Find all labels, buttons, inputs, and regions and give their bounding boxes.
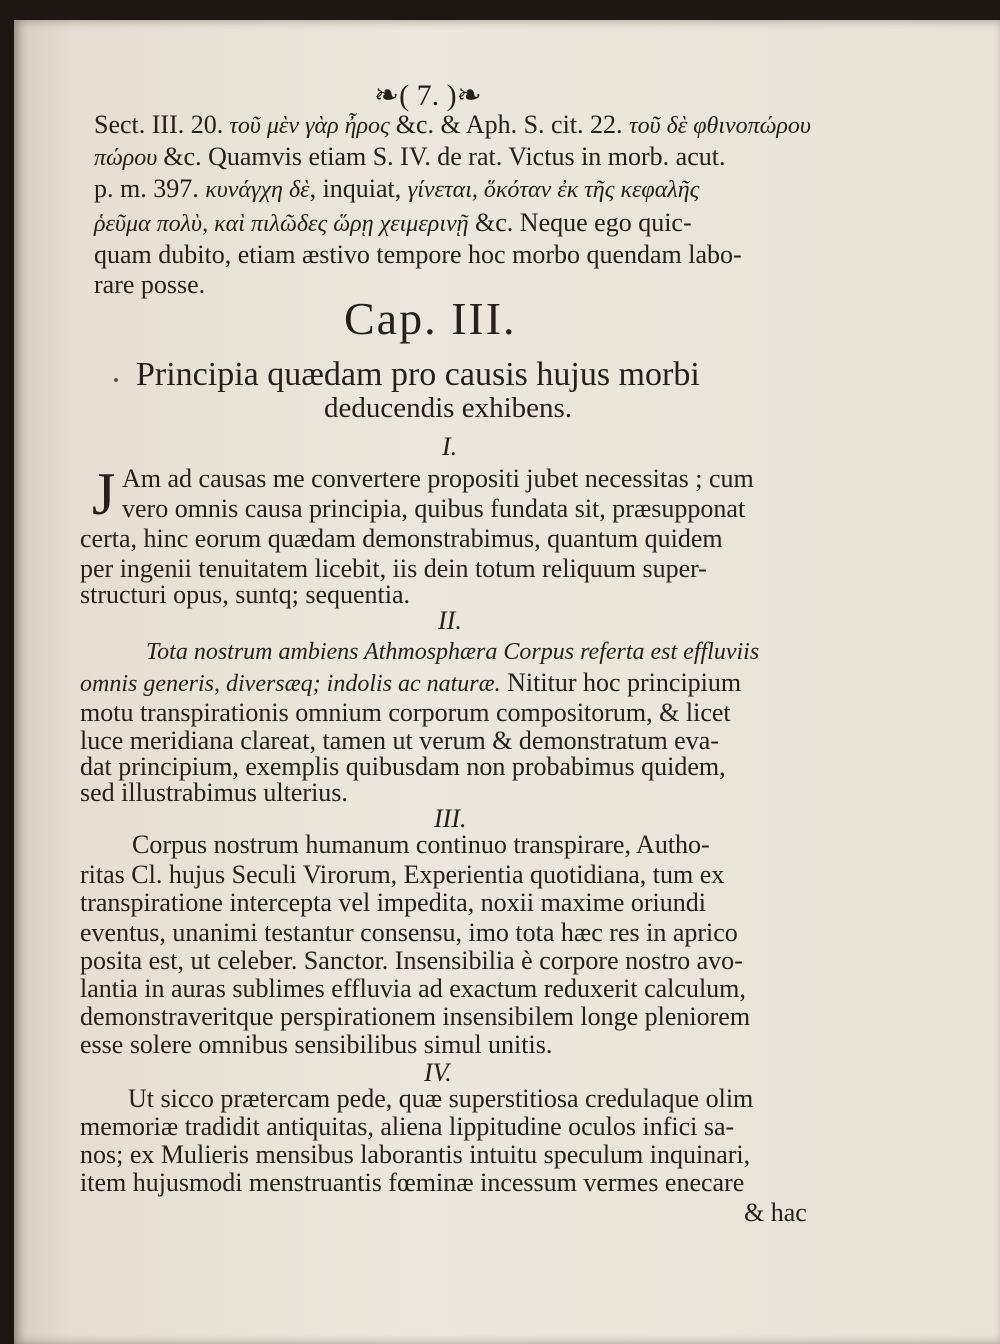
text-line: Tota nostrum ambiens Athmosphæra Corpus referta est effluviis: [146, 639, 760, 665]
text-line: nos; ex Mulieris mensibus laborantis intuitu speculum inquinari,: [80, 1140, 751, 1169]
text-line: quam dubito, etiam æstivo tempore hoc morbo quendam labo-: [94, 240, 742, 269]
text-line: motu transpirationis omnium corporum compositorum, & licet: [80, 698, 731, 727]
text-line: structuri opus, suntq; sequentia.: [80, 580, 411, 609]
section-number: II.: [438, 606, 462, 635]
text-line: πώρου &c. Quamvis etiam S. IV. de rat. Victus in morb. acut.: [94, 142, 726, 171]
text-line: transpiratione intercepta vel impedita, noxii maxime oriundi: [80, 888, 706, 917]
section-number: III.: [434, 804, 467, 833]
text-line: omnis generis, diversæq; indolis ac naturæ. Nititur hoc principium: [80, 668, 742, 697]
text-line: ritas Cl. hujus Seculi Virorum, Experientia quotidiana, tum ex: [80, 860, 725, 889]
chapter-subtitle-cont: deducendis exhibens.: [324, 392, 573, 424]
text-line: memoriæ tradidit antiquitas, aliena lippitudine oculos infici sa-: [80, 1112, 735, 1141]
text-line: posita est, ut celeber. Sanctor. Insensibilia è corpore nostro avo-: [80, 946, 743, 975]
chapter-subtitle: Principia quædam pro causis hujus morbi: [136, 356, 700, 393]
text-line: demonstraveritque perspirationem insensibilem longe pleniorem: [80, 1002, 751, 1031]
text-line: certa, hinc eorum quædam demonstrabimus, quantum quidem: [80, 524, 723, 553]
chapter-title: Cap. III.: [344, 293, 517, 344]
text-line: lantia in auras sublimes effluvia ad exactum reduxerit calculum,: [80, 974, 746, 1003]
text-line: Ut sicco prætercam pede, quæ superstitiosa credulaque olim: [128, 1084, 754, 1113]
drop-cap: J: [92, 461, 116, 527]
text-line: vero omnis causa principia, quibus fundata sit, præsupponat: [122, 494, 746, 523]
ink-speck: [114, 378, 118, 382]
text-line: p. m. 397. κυνάγχη δὲ, inquiat, γίνεται, ὅκόταν ἐκ τῆς κεφαλῆς: [94, 174, 700, 203]
page-header: ❧( 7. )❧: [374, 79, 482, 112]
text-line: eventus, unanimi testantur consensu, imo tota hæc res in aprico: [80, 918, 738, 947]
text-line: sed illustrabimus ulterius.: [80, 778, 348, 807]
text-line: per ingenii tenuitatem licebit, iis dein totum reliquum super-: [80, 554, 707, 583]
book-page: [14, 20, 1000, 1344]
section-number: IV.: [424, 1058, 452, 1087]
text-line: item hujusmodi menstruantis fœminæ incessum vermes enecare: [80, 1168, 745, 1197]
catchword: & hac: [744, 1198, 807, 1227]
text-line: esse solere omnibus sensibilibus simul unitis.: [80, 1030, 553, 1059]
text-line: Am ad causas me convertere propositi jubet necessitas ; cum: [122, 464, 754, 493]
text-line: Sect. III. 20. τοῦ μὲν γὰρ ἦρος &c. & Aph. S. cit. 22. τοῦ δὲ φθινοπώρου: [94, 110, 811, 139]
text-line: ῥεῦμα πολὺ, καὶ πιλῶδες ὥρῃ χειμερινῇ &c. Neque ego quic-: [94, 208, 692, 237]
text-line: rare posse.: [94, 270, 206, 299]
text-line: luce meridiana clareat, tamen ut verum & demonstratum eva-: [80, 726, 719, 755]
text-line: dat principium, exemplis quibusdam non probabimus quidem,: [80, 752, 726, 781]
text-line: Corpus nostrum humanum continuo transpirare, Autho-: [132, 830, 710, 859]
section-number: I.: [442, 432, 458, 461]
